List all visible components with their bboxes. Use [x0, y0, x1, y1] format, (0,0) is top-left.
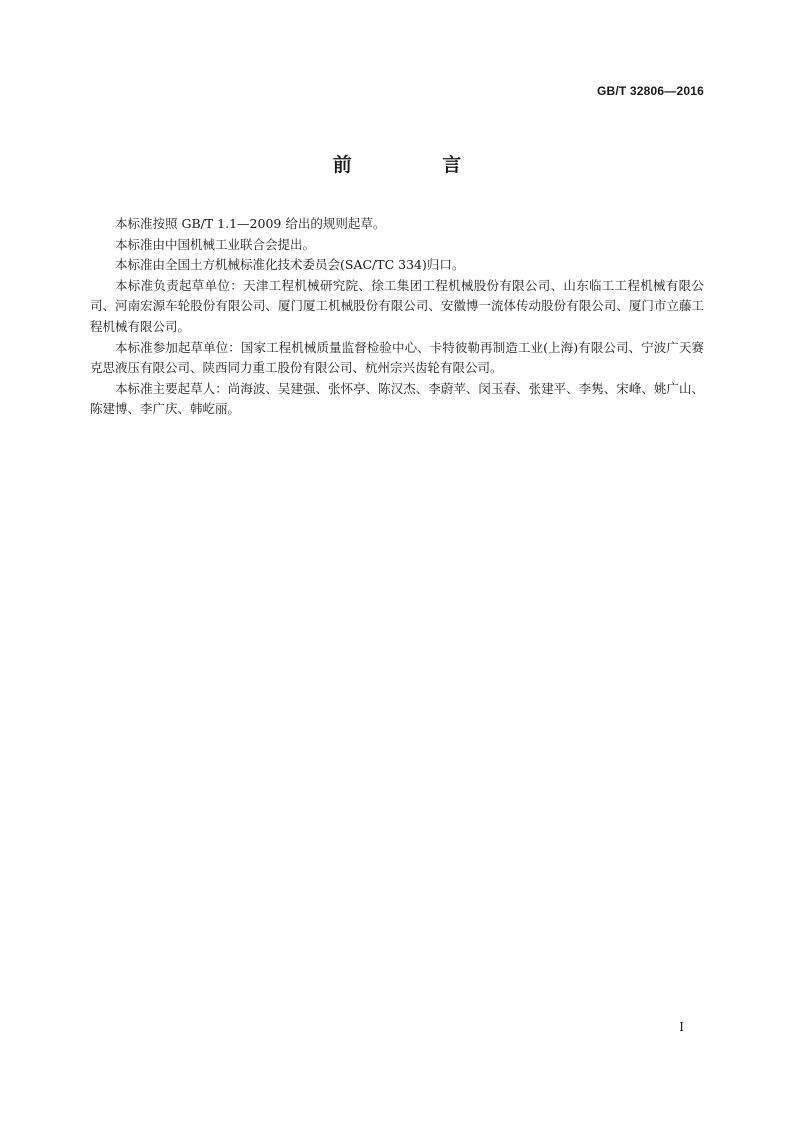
- paragraph-participating-units: 本标准参加起草单位：国家工程机械质量监督检验中心、卡特彼勒再制造工业(上海)有限公司、宁波广天赛克思液压有限公司、陕西同力重工股份有限公司、杭州宗兴齿轮有限公司。: [90, 339, 704, 376]
- foreword-body: [90, 214, 704, 420]
- paragraph-main-drafters: 本标准主要起草人：尚海波、吴建强、张怀亭、陈汉杰、李蔚苹、闵玉春、张建平、李隽、宋峰、姚广山、陈建博、李广庆、韩屹丽。: [90, 380, 704, 417]
- page-title: 前 言: [332, 154, 504, 176]
- paragraph-drafting-rules: 本标准按照 GB/T 1.1—2009 给出的规则起草。: [115, 216, 386, 231]
- page-number: I: [679, 1020, 684, 1034]
- paragraph-proposer: 本标准由中国机械工业联合会提出。: [115, 236, 316, 252]
- paragraph-committee: 本标准由全国土方机械标准化技术委员会(SAC/TC 334)归口。: [115, 257, 465, 273]
- document-code: GB/T 32806—2016: [596, 84, 704, 98]
- paragraph-responsible-units: 本标准负责起草单位：天津工程机械研究院、徐工集团工程机械股份有限公司、山东临工工程机械有限公司、河南宏源车轮股份有限公司、厦门厦工机械股份有限公司、安徽博一流体传动股份有限公司、厦门市立藤工程机械有限公司。: [90, 277, 704, 334]
